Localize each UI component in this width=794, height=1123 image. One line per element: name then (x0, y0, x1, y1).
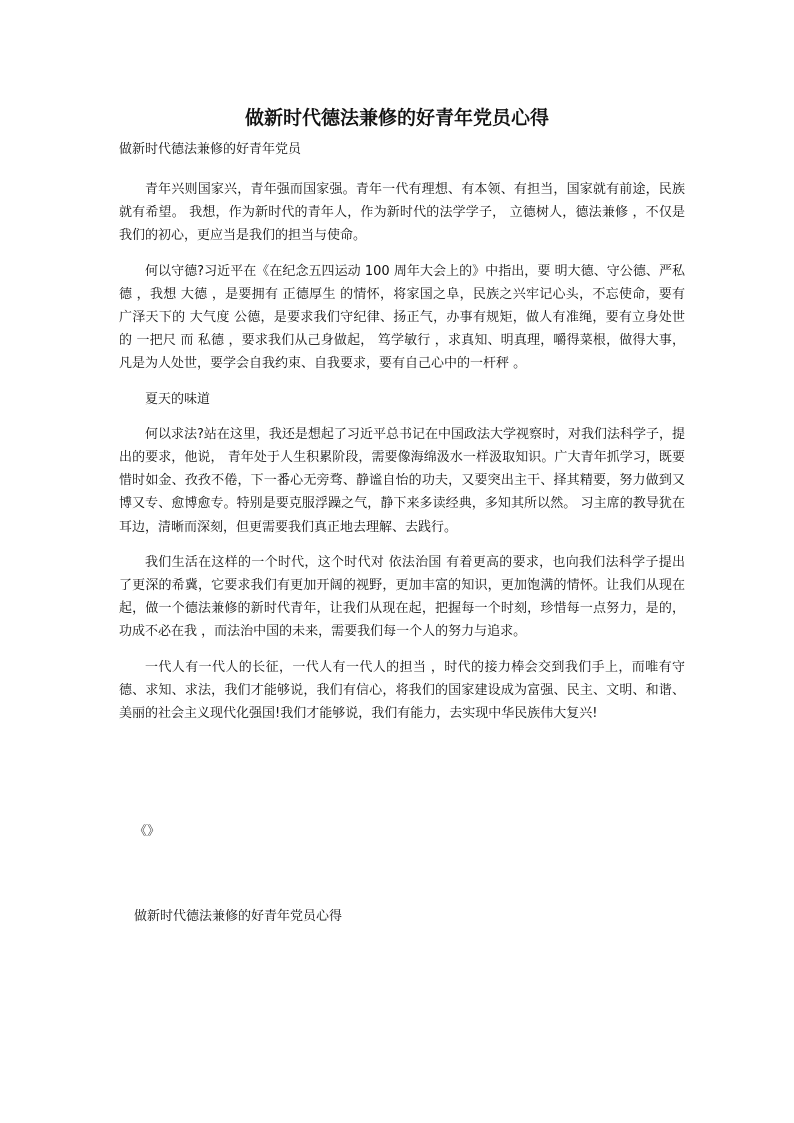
quote-marks: 《》 (134, 824, 161, 839)
paragraph-conclusion: 一代人有一代人的长征，一代人有一代人的担当 ，时代的接力棒会交到我们手上，而唯有守德、求知、求法，我们才能够说，我们有信心，将我们的国家建设成为富强、民主、文明、和谐、美丽的社会主义现代化强国!我们才能够说，我们有能力，去实现中华民族伟大复兴! (119, 659, 685, 722)
document-subtitle: 做新时代德法兼修的好青年党员 (119, 142, 302, 157)
document-title: 做新时代德法兼修的好青年党员心得 (244, 107, 549, 129)
footer-title: 做新时代德法兼修的好青年党员心得 (134, 909, 343, 924)
paragraph-virtue: 何以守德?习近平在《在纪念五四运动 100 周年大会上的》中指出，要 明大德、守公德、严私德 ，我想 大德 ，是要拥有 正德厚生 的情怀，将家国之阜，民族之兴牢记心头，不忘使命，要有广泽天下的 大气度 公德，是要求我们守纪律、扬正气，办事有规矩，做人有准绳，要有立身处世的 一把尺 而 私德 ，要求我们从己身做起， 笃学敏行 ，求真知、明真理，嚼得菜根，做得大事，凡是为人处世，要学会自我约束、自我要求，要有自己心中的一杆秤 。 (119, 263, 685, 372)
document-body (119, 178, 685, 737)
paragraph-law: 何以求法?站在这里，我还是想起了习近平总书记在中国政法大学视察时，对我们法科学子，提出的要求，他说， 青年处于人生积累阶段，需要像海绵汲水一样汲取知识。广大青年抓学习，既要惜时如金、孜孜不倦，下一番心无旁骛、静谧自怡的功夫，又要突出主干、择其精要，努力做到又博又专、愈博愈专。特别是要克服浮躁之气，静下来多读经典，多知其所以然。 习主席的教导犹在耳边，清晰而深刻，但更需要我们真正地去理解、去践行。 (119, 426, 685, 535)
paragraph-era: 我们生活在这样的一个时代，这个时代对 依法治国 有着更高的要求，也向我们法科学子提出了更深的希冀，它要求我们有更加开阔的视野，更加丰富的知识，更加饱满的情怀。让我们从现在起，做一个德法兼修的新时代青年，让我们从现在起，把握每一个时刻，珍惜每一点努力，是的， 功成不必在我 ，而法治中国的未来，需要我们每一个人的努力与追求。 (119, 554, 685, 640)
paragraph-intro: 青年兴则国家兴，青年强而国家强。青年一代有理想、有本领、有担当，国家就有前途，民族就有希望。 我想，作为新时代的青年人，作为新时代的法学学子， 立德树人，德法兼修 ，不仅是我们的初心，更应当是我们的担当与使命。 (119, 182, 685, 244)
section-heading: 夏天的味道 (145, 391, 211, 407)
